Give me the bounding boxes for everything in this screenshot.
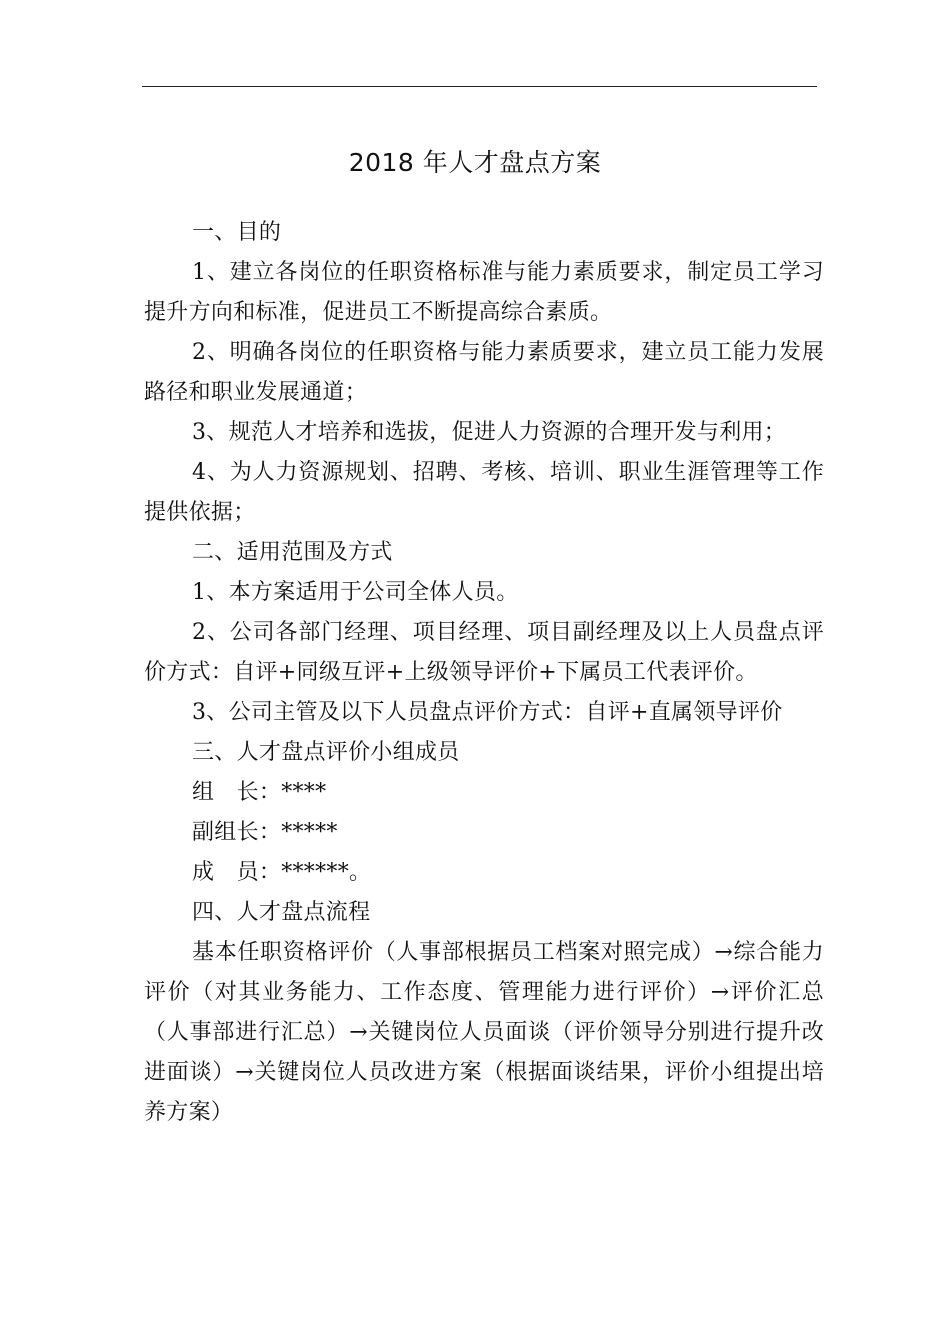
purpose-item-2: 2、明确各岗位的任职资格与能力素质要求，建立员工能力发展路径和职业发展通道； xyxy=(144,340,824,405)
section-heading-team: 三、人才盘点评价小组成员 xyxy=(192,740,460,765)
document-body xyxy=(144,213,824,1133)
document-title: 2018 年人才盘点方案 xyxy=(348,148,602,177)
purpose-item-3: 3、规范人才培养和选拔，促进人力资源的合理开发与利用； xyxy=(192,420,787,445)
purpose-item-1: 1、建立各岗位的任职资格标准与能力素质要求，制定员工学习提升方向和标准，促进员工不断提高综合素质。 xyxy=(144,260,824,325)
header-rule xyxy=(142,86,817,87)
scope-item-2: 2、公司各部门经理、项目经理、项目副经理及以上人员盘点评价方式：自评+同级互评+上级领导评价+下属员工代表评价。 xyxy=(144,620,824,685)
team-leader: 组 长：**** xyxy=(192,780,327,805)
purpose-item-4: 4、为人力资源规划、招聘、考核、培训、职业生涯管理等工作提供依据； xyxy=(144,460,824,525)
team-deputy-leader: 副组长：***** xyxy=(192,820,338,845)
process-description: 基本任职资格评价（人事部根据员工档案对照完成）→综合能力评价（对其业务能力、工作态度、管理能力进行评价）→评价汇总（人事部进行汇总）→关键岗位人员面谈（评价领导分别进行提升改进面谈）→关键岗位人员改进方案（根据面谈结果，评价小组提出培养方案） xyxy=(144,940,824,1125)
team-members: 成 员：******。 xyxy=(192,860,372,885)
scope-item-1: 1、本方案适用于公司全体人员。 xyxy=(192,580,519,605)
section-heading-scope: 二、适用范围及方式 xyxy=(192,540,393,565)
section-heading-process: 四、人才盘点流程 xyxy=(192,900,371,925)
scope-item-3: 3、公司主管及以下人员盘点评价方式：自评+直属领导评价 xyxy=(192,700,783,725)
section-heading-purpose: 一、目的 xyxy=(192,220,282,245)
